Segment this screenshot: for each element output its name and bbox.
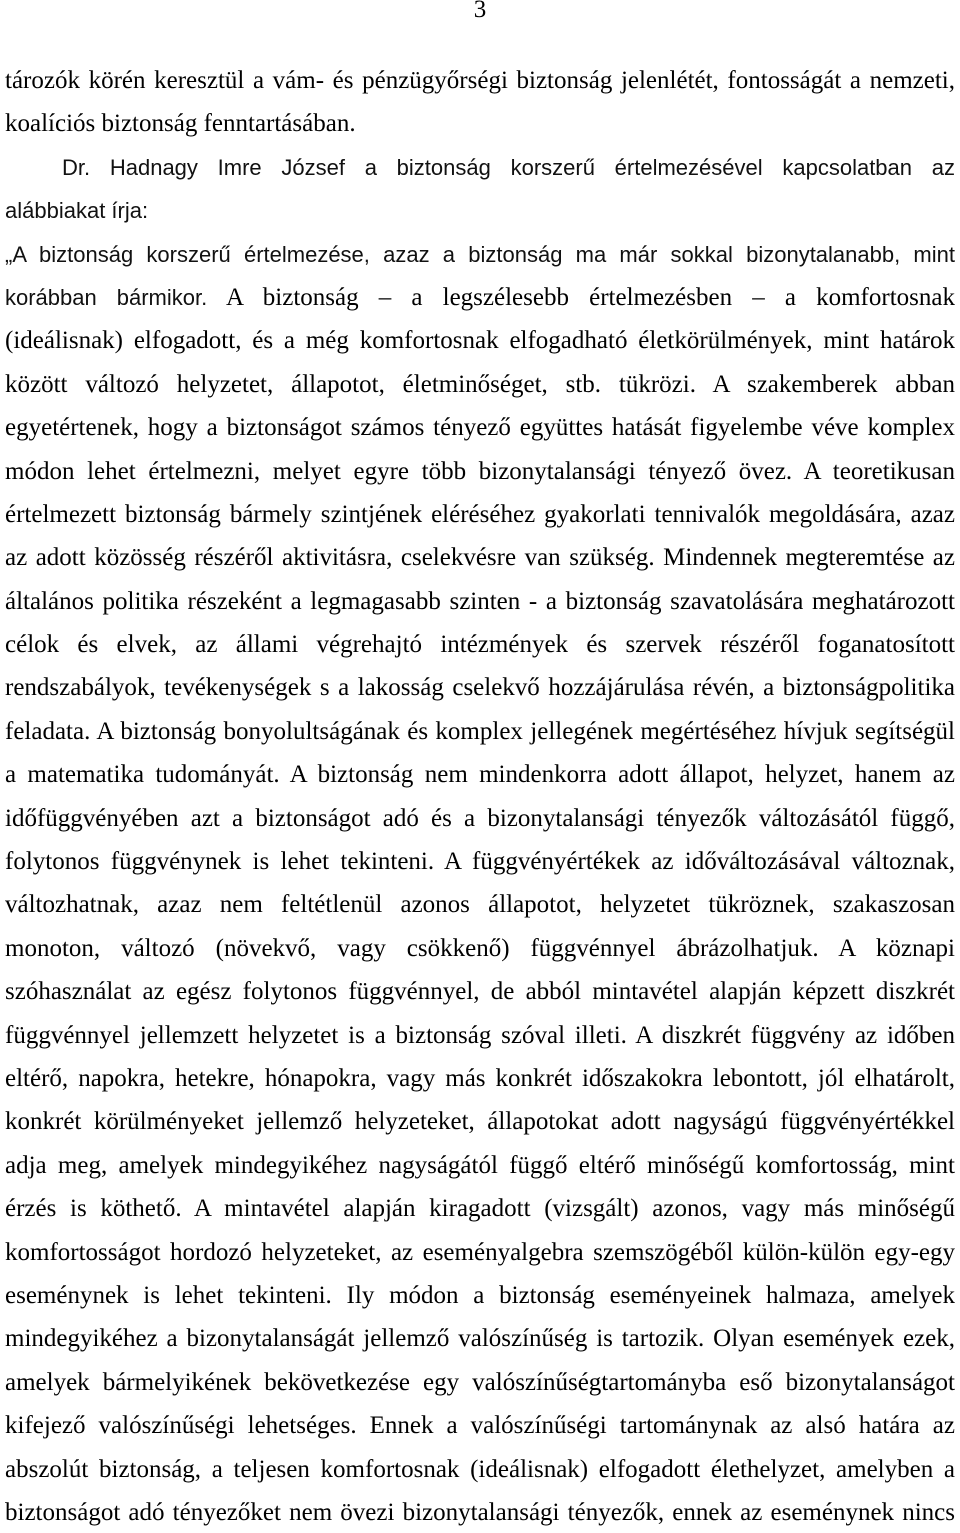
text-line: koalíciós biztonság fenntartásában. bbox=[5, 110, 356, 138]
paragraph bbox=[5, 146, 955, 233]
text-line: érzés is köthető. A mintavétel alapján kiragadott (vizsgált) azonos, vagy más minőségű bbox=[5, 1195, 955, 1223]
text-line: eltérő, napokra, hetekre, hónapokra, vagy más konkrét időszakokra lebontott, jól elhatárolt, bbox=[5, 1064, 955, 1092]
text-line: rendszabályok, tevékenységek s a lakosság cselekvő hozzájárulása révén, a biztonságpolitika bbox=[5, 674, 955, 702]
text-line: időfüggvényében azt a biztonságot adó és a bizonytalansági tényezők változásától függő, bbox=[5, 804, 955, 832]
text-line: amelyek bármelyikének bekövetkezése egy valószínűségtartományba eső bizonytalanságot bbox=[5, 1368, 955, 1396]
text-line: konkrét körülményeket jellemző helyzeteket, állapotokat adott nagyságú függvényértékkel bbox=[5, 1108, 955, 1136]
text-line: komfortosságot hordozó helyzeteket, az eseményalgebra szemszögéből külön-külön egy-egy bbox=[5, 1238, 955, 1266]
text-line: mindegyikéhez a bizonytalanságát jellemző valószínűség is tartozik. Olyan események ezek, bbox=[5, 1325, 955, 1353]
text-run: A biztonság – a legszélesebb értelmezésben – a komfortosnak bbox=[225, 283, 955, 311]
body-text bbox=[5, 59, 955, 1531]
text-line: célok és elvek, az állami végrehajtó intézmények és szervek részéről foganatosított bbox=[5, 631, 955, 659]
text-run: „A biztonság korszerű értelmezése, azaz a biztonság ma már sokkal bizonytalanabb, mint bbox=[5, 241, 955, 267]
text-line: biztonságot adó tényezőket nem övezi bizonytalansági tényezők, ennek az eseménynek nincs bbox=[5, 1498, 955, 1526]
text-run: alábbiakat írja: bbox=[5, 198, 149, 224]
text-line: eseménynek is lehet tekinteni. Ily módon a biztonság eseményeinek halmaza, amelyek bbox=[5, 1281, 955, 1309]
text-line: egyetértenek, hogy a biztonságot számos tényező együttes hatását figyelembe véve komplex bbox=[5, 414, 955, 442]
text-line: módon lehet értelmezni, melyet egyre több bizonytalansági tényező övez. A teoretikusan bbox=[5, 457, 955, 485]
text-line: feladata. A biztonság bonyolultságának és komplex jellegének megértéséhez hívjuk segítségül bbox=[5, 717, 955, 745]
text-line: adja meg, amelyek mindegyikéhez nagyságától függő eltérő minőségű komfortosság, mint bbox=[5, 1151, 955, 1179]
text-line: (ideálisnak) elfogadott, és a még komfortosnak elfogadható életkörülmények, mint határok bbox=[5, 327, 955, 355]
text-line bbox=[5, 233, 955, 276]
paragraph bbox=[5, 59, 955, 146]
text-line: általános politika részeként a legmagasabb szinten - a biztonság szavatolására meghatározott bbox=[5, 587, 955, 615]
text-line: a matematika tudományát. A biztonság nem mindenkorra adott állapot, helyzet, hanem az bbox=[5, 761, 955, 789]
text-line: között változó helyzetet, állapotot, életminőséget, stb. tükrözi. A szakemberek abban bbox=[5, 370, 955, 398]
page-number: 3 bbox=[473, 0, 487, 23]
text-line: folytonos függvénynek is lehet tekinteni. A függvényértékek az időváltozásával változnak, bbox=[5, 848, 955, 876]
quoted-paragraph bbox=[5, 233, 955, 1531]
text-line: kifejező valószínűségi lehetséges. Ennek a valószínűségi tartománynak az alsó határa az bbox=[5, 1412, 955, 1440]
text-run: korábban bármikor. bbox=[5, 284, 208, 310]
text-line: tározók körén keresztül a vám- és pénzügyőrségi biztonság jelenlétét, fontosságát a nemzeti, bbox=[5, 67, 955, 94]
text-line: monoton, változó (növekvő, vagy csökkenő) függvénnyel ábrázolhatjuk. A köznapi bbox=[5, 934, 955, 962]
text-line bbox=[5, 146, 955, 189]
text-line bbox=[5, 276, 955, 319]
text-line: az adott közösség részéről aktivitásra, cselekvésre van szükség. Mindennek megteremtése az bbox=[5, 544, 955, 572]
text-line: abszolút biztonság, a teljesen komfortosnak (ideálisnak) elfogadott élethelyzet, amelyben a bbox=[5, 1455, 955, 1483]
text-line: értelmezett biztonság bármely szintjének eléréséhez gyakorlati tennivalók megoldására, azaz bbox=[5, 500, 955, 528]
text-line bbox=[5, 189, 955, 232]
text-line: szóhasználat az egész folytonos függvénnyel, de abból mintavétel alapján képzett diszkrét bbox=[5, 978, 955, 1006]
text-line: változhatnak, azaz nem feltétlenül azonos állapotot, helyzetet tükröznek, szakaszosan bbox=[5, 891, 955, 919]
text-line: függvénnyel jellemzett helyzetet is a biztonság szóval illeti. A diszkrét függvény az időben bbox=[5, 1021, 955, 1049]
text-run: Dr. Hadnagy Imre József a biztonság korszerű értelmezésével kapcsolatban az bbox=[62, 154, 955, 180]
